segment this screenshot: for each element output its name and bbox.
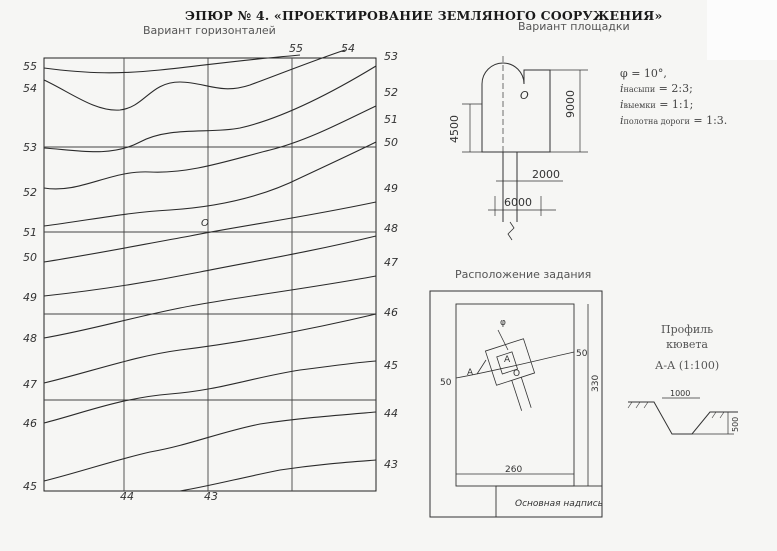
platform-caption: Вариант площадки bbox=[518, 20, 630, 33]
right-label: 51 bbox=[384, 113, 398, 126]
right-label: 49 bbox=[384, 182, 398, 195]
top-label: 54 bbox=[341, 42, 355, 55]
platform-outline bbox=[482, 63, 550, 152]
bottom-label: 43 bbox=[204, 490, 218, 503]
top-label: 55 bbox=[289, 42, 303, 55]
right-label: 47 bbox=[384, 256, 398, 269]
contour-line bbox=[44, 236, 376, 296]
left-label: 50 bbox=[23, 251, 37, 264]
left-label: 46 bbox=[23, 417, 37, 430]
left-label: 53 bbox=[23, 141, 37, 154]
contour-line bbox=[44, 106, 376, 189]
left-label: 48 bbox=[23, 332, 37, 345]
point-o-label: O bbox=[201, 218, 209, 229]
contour-line bbox=[180, 460, 376, 491]
profile-dim-500: 500 bbox=[731, 416, 740, 432]
layout-label-a-right: A bbox=[504, 355, 511, 365]
dim-4500: 4500 bbox=[448, 115, 461, 143]
left-label: 49 bbox=[23, 291, 37, 304]
layout-dim-330: 330 bbox=[591, 374, 601, 392]
profile-dim-1000: 1000 bbox=[670, 389, 691, 398]
profile-title: Профиль bbox=[660, 323, 714, 336]
left-label: 52 bbox=[23, 186, 37, 199]
left-label: 45 bbox=[23, 480, 37, 493]
profile-heading bbox=[655, 322, 719, 373]
contour-caption: Вариант горизонталей bbox=[143, 24, 276, 37]
contour-line bbox=[44, 66, 376, 152]
road-break bbox=[508, 222, 514, 240]
right-label: 52 bbox=[384, 86, 398, 99]
dim-6000: 6000 bbox=[504, 196, 532, 209]
right-label: 53 bbox=[384, 50, 398, 63]
right-label: 44 bbox=[384, 407, 398, 420]
param-cut: iвыемки = 1:1; bbox=[620, 98, 694, 111]
layout-inner-frame bbox=[456, 304, 574, 486]
contour-frame bbox=[44, 58, 376, 491]
contour-line bbox=[44, 276, 376, 338]
right-label: 48 bbox=[384, 222, 398, 235]
stamp-text: Основная надпись bbox=[515, 499, 604, 509]
param-fill: iнасыпи = 2:3; bbox=[620, 82, 693, 95]
left-label: 51 bbox=[23, 226, 37, 239]
layout-dim-260: 260 bbox=[505, 465, 523, 475]
contour-line bbox=[44, 314, 376, 383]
layout-label-50-left: 50 bbox=[440, 378, 452, 388]
right-label: 50 bbox=[384, 136, 398, 149]
layout-label-a-left: A bbox=[467, 368, 474, 378]
profile-section: А-А (1:100) bbox=[655, 359, 720, 372]
slope-params bbox=[620, 66, 727, 129]
layout-label-o: O bbox=[513, 369, 521, 379]
left-label: 47 bbox=[23, 378, 37, 391]
dim-9000: 9000 bbox=[564, 90, 577, 118]
param-road: iполотна дороги = 1:3. bbox=[620, 114, 728, 127]
page-title: ЭПЮР № 4. «ПРОЕКТИРОВАНИЕ ЗЕМЛЯНОГО СООРУЖЕНИЯ» bbox=[185, 8, 663, 23]
contour-line bbox=[44, 412, 376, 481]
contour-line bbox=[44, 50, 345, 110]
right-label: 46 bbox=[384, 306, 398, 319]
left-label: 54 bbox=[23, 82, 37, 95]
dim-2000: 2000 bbox=[532, 168, 560, 181]
layout-label-50-right: 50 bbox=[576, 349, 588, 359]
bottom-label: 44 bbox=[120, 490, 134, 503]
right-label: 43 bbox=[384, 458, 398, 471]
profile-subtitle: кювета bbox=[666, 338, 708, 351]
contour-line bbox=[44, 142, 376, 226]
param-phi: φ = 10°, bbox=[620, 67, 667, 80]
left-label: 55 bbox=[23, 60, 37, 73]
layout-caption: Расположение задания bbox=[455, 268, 592, 281]
platform-point-o: O bbox=[520, 89, 529, 102]
layout-label-phi: φ bbox=[500, 318, 506, 328]
right-label: 45 bbox=[384, 359, 398, 372]
